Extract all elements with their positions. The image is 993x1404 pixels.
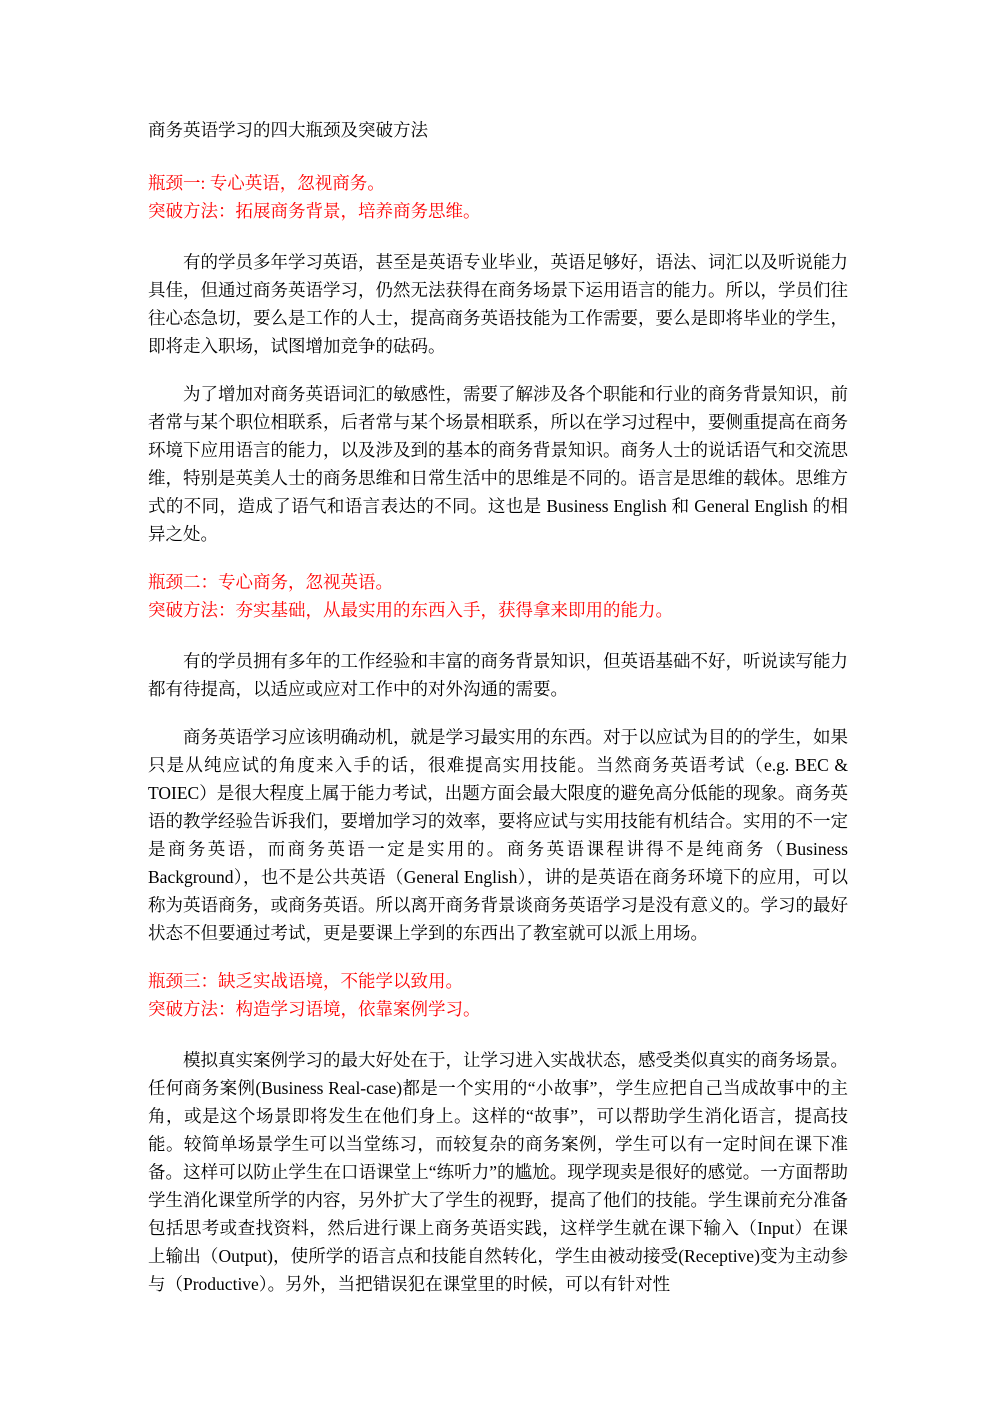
bottleneck-2-method: 突破方法：夯实基础，从最实用的东西入手，获得拿来即用的能力。 (148, 600, 673, 620)
section-bottleneck-1 (148, 169, 848, 548)
bottleneck-3-method: 突破方法：构造学习语境，依靠案例学习。 (148, 999, 481, 1019)
page-title: 商务英语学习的四大瓶颈及突破方法 (148, 120, 428, 140)
bottleneck-1-heading: 瓶颈一: 专心英语，忽视商务。 (148, 173, 385, 193)
bottleneck-3-heading: 瓶颈三：缺乏实战语境，不能学以致用。 (148, 971, 463, 991)
paragraph: 商务英语学习应该明确动机，就是学习最实用的东西。对于以应试为目的的学生，如果只是从纯应试的角度来入手的话，很难提高实用技能。当然商务英语考试（e.g. BEC & TOIEC）是很大程度上属于能力考试，出题方面会最大限度的避免高分低能的现象。商务英语的教学经验告诉我们，要增加学习的效率，要将应试与实用技能有机结合。实用的不一定是商务英语，而商务英语一定是实用的。商务英语课程讲得不是纯商务（Business Background），也不是公共英语（General English），讲的是英语在商务环境下的应用，可以称为英语商务，或商务英语。所以离开商务背景谈商务英语学习是没有意义的。学习的最好状态不但要通过考试，更是要课上学到的东西出了教室就可以派上用场。 (148, 727, 848, 943)
section-bottleneck-3 (148, 967, 848, 1298)
section-bottleneck-2 (148, 568, 848, 947)
paragraph: 为了增加对商务英语词汇的敏感性，需要了解涉及各个职能和行业的商务背景知识，前者常与某个职位相联系，后者常与某个场景相联系，所以在学习过程中，要侧重提高在商务环境下应用语言的能力，以及涉及到的基本的商务背景知识。商务人士的说话语气和交流思维，特别是英美人士的商务思维和日常生活中的思维是不同的。语言是思维的载体。思维方式的不同，造成了语气和语言表达的不同。这也是 Business English 和 General English 的相异之处。 (148, 384, 848, 544)
bottleneck-1-method: 突破方法：拓展商务背景，培养商务思维。 (148, 201, 481, 221)
paragraph: 有的学员多年学习英语，甚至是英语专业毕业，英语足够好，语法、词汇以及听说能力具佳，但通过商务英语学习，仍然无法获得在商务场景下运用语言的能力。所以，学员们往往心态急切，要么是工作的人士，提高商务英语技能为工作需要，要么是即将毕业的学生，即将走入职场，试图增加竞争的砝码。 (148, 252, 848, 356)
bottleneck-2-heading: 瓶颈二：专心商务，忽视英语。 (148, 572, 393, 592)
paragraph: 有的学员拥有多年的工作经验和丰富的商务背景知识，但英语基础不好，听说读写能力都有待提高，以适应或应对工作中的对外沟通的需要。 (148, 651, 848, 699)
paragraph: 模拟真实案例学习的最大好处在于，让学习进入实战状态，感受类似真实的商务场景。任何商务案例(Business Real-case)都是一个实用的“小故事”，学生应把自己当成故事中的主角，或是这个场景即将发生在他们身上。这样的“故事”，可以帮助学生消化语言，提高技能。较简单场景学生可以当堂练习，而较复杂的商务案例，学生可以有一定时间在课下准备。这样可以防止学生在口语课堂上“练听力”的尴尬。现学现卖是很好的感觉。一方面帮助学生消化课堂所学的内容，另外扩大了学生的视野，提高了他们的技能。学生课前充分准备包括思考或查找资料，然后进行课上商务英语实践，这样学生就在课下输入（Input）在课上输出（Output)，使所学的语言点和技能自然转化，学生由被动接受(Receptive)变为主动参与（Productive）。另外，当把错误犯在课堂里的时候，可以有针对性 (148, 1050, 848, 1294)
